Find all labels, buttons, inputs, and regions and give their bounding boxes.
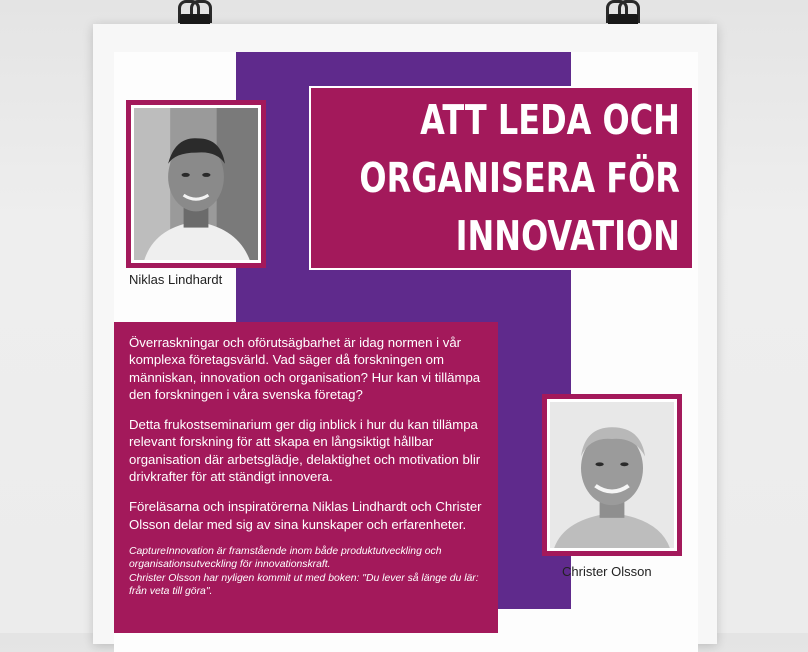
description-box: [114, 322, 498, 633]
intro-paragraph: Överraskningar och oförutsägbarhet är idag normen i vår komplexa företagsvärld. Vad säger då forskningen om människan, innovation och organisation? Hur kan vi tillämpa den forskningen i våra svenska företag?: [129, 335, 481, 402]
speaker-name-niklas: Niklas Lindhardt: [129, 272, 223, 287]
title-box: [309, 86, 694, 270]
speaker-photo-niklas: [131, 105, 261, 263]
title-line: ATT LEDA OCH: [420, 96, 680, 144]
speaker-name-christer: Christer Olsson: [562, 564, 652, 579]
note-book: Christer Olsson har nyligen kommit ut med boken: "Du lever så länge du lär: från veta till göra".: [129, 573, 479, 597]
speaker-photo-christer: [547, 399, 677, 551]
portrait-photo-icon: [550, 402, 674, 548]
portrait-photo-icon: [134, 108, 258, 260]
title-line: ORGANISERA FÖR: [359, 154, 680, 202]
poster-title: [359, 91, 680, 265]
note-captureinnovation: CaptureInnovation är framstående inom både produktutveckling och organisationsutveckling för innovationskraft.: [129, 545, 442, 570]
speakers-paragraph: Föreläsarna och inspiratörerna Niklas Lindhardt och Christer Olsson delar med sig av sina kunskaper och erfarenheter.: [129, 499, 482, 532]
speaker-photo-frame-christer: [542, 394, 682, 556]
speaker-photo-frame-niklas: [126, 100, 266, 268]
title-line: INNOVATION: [455, 212, 680, 260]
seminar-paragraph: Detta frukostseminarium ger dig inblick i hur du kan tillämpa relevant forskning för att skapa en långsiktigt hållbar organisation där arbetsglädje, delaktighet och motivation blir drivkrafter för att ständigt innovera.: [129, 417, 481, 485]
